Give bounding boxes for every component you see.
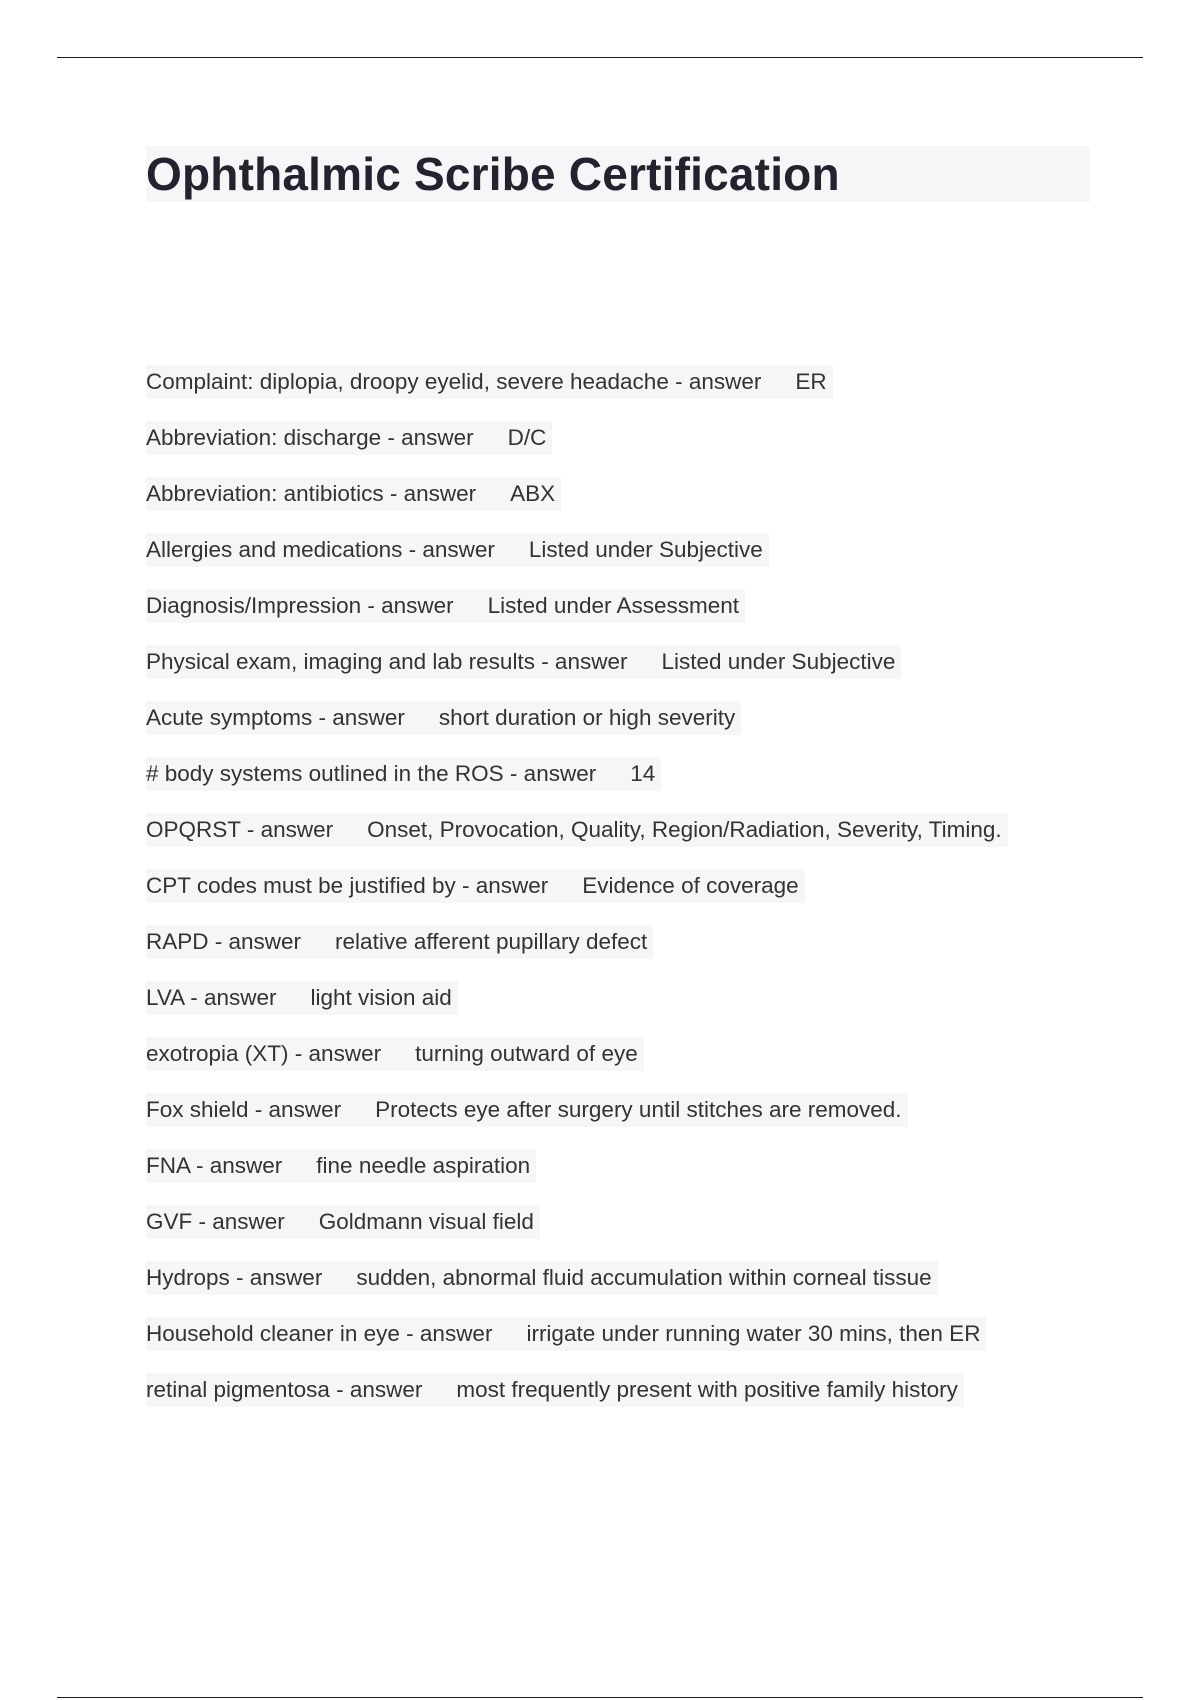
question-text: OPQRST - answer xyxy=(146,817,334,842)
question-text: RAPD - answer xyxy=(146,929,302,954)
answer-text: Onset, Provocation, Quality, Region/Radiation, Severity, Timing. xyxy=(367,817,1002,842)
answer-text: light vision aid xyxy=(310,985,452,1010)
question-text: Abbreviation: discharge - answer xyxy=(146,425,474,450)
answer-text: ER xyxy=(795,369,827,394)
question-text: FNA - answer xyxy=(146,1153,283,1178)
qa-line xyxy=(146,1093,908,1127)
question-text: exotropia (XT) - answer xyxy=(146,1041,382,1066)
qa-line xyxy=(146,421,552,455)
list-item xyxy=(146,981,1106,1037)
list-item xyxy=(146,1149,1106,1205)
qa-line xyxy=(146,1261,938,1295)
qa-line xyxy=(146,757,661,791)
question-text: Allergies and medications - answer xyxy=(146,537,495,562)
question-text: Fox shield - answer xyxy=(146,1097,342,1122)
page-title: Ophthalmic Scribe Certification xyxy=(146,148,840,200)
answer-text: relative afferent pupillary defect xyxy=(335,929,648,954)
list-item xyxy=(146,477,1106,533)
answer-text: Listed under Subjective xyxy=(661,649,896,674)
list-item xyxy=(146,1093,1106,1149)
list-item xyxy=(146,701,1106,757)
top-rule xyxy=(57,57,1143,58)
question-text: Acute symptoms - answer xyxy=(146,705,405,730)
answer-text: Evidence of coverage xyxy=(582,873,799,898)
answer-text: Listed under Subjective xyxy=(528,537,763,562)
title-block xyxy=(146,146,1090,202)
qa-line xyxy=(146,869,805,903)
answer-text: fine needle aspiration xyxy=(316,1153,531,1178)
qa-line xyxy=(146,589,745,623)
question-text: Household cleaner in eye - answer xyxy=(146,1321,493,1346)
qa-line xyxy=(146,1373,964,1407)
answer-text: irrigate under running water 30 mins, then ER xyxy=(526,1321,981,1346)
list-item xyxy=(146,813,1106,869)
answer-text: sudden, abnormal fluid accumulation within corneal tissue xyxy=(356,1265,932,1290)
question-text: LVA - answer xyxy=(146,985,277,1010)
qa-line xyxy=(146,1149,536,1183)
qa-line xyxy=(146,645,901,679)
list-item xyxy=(146,421,1106,477)
list-item xyxy=(146,645,1106,701)
list-item xyxy=(146,1317,1106,1373)
question-text: GVF - answer xyxy=(146,1209,285,1234)
list-item xyxy=(146,925,1106,981)
qa-line xyxy=(146,1205,540,1239)
qa-line xyxy=(146,1037,644,1071)
list-item xyxy=(146,869,1106,925)
qa-line xyxy=(146,365,833,399)
list-item xyxy=(146,1373,1106,1429)
answer-text: 14 xyxy=(630,761,656,786)
list-item xyxy=(146,1261,1106,1317)
list-item xyxy=(146,1205,1106,1261)
answer-text: Protects eye after surgery until stitches are removed. xyxy=(375,1097,902,1122)
qa-line xyxy=(146,925,653,959)
question-text: Hydrops - answer xyxy=(146,1265,323,1290)
question-text: Abbreviation: antibiotics - answer xyxy=(146,481,477,506)
answer-text: Goldmann visual field xyxy=(318,1209,534,1234)
question-text: Physical exam, imaging and lab results - answer xyxy=(146,649,628,674)
question-text: retinal pigmentosa - answer xyxy=(146,1377,423,1402)
list-item xyxy=(146,365,1106,421)
qa-line xyxy=(146,701,741,735)
qa-line xyxy=(146,981,458,1015)
qa-line xyxy=(146,477,561,511)
question-text: Complaint: diplopia, droopy eyelid, severe headache - answer xyxy=(146,369,762,394)
list-item xyxy=(146,1037,1106,1093)
list-item xyxy=(146,589,1106,645)
answer-text: ABX xyxy=(510,481,556,506)
question-text: # body systems outlined in the ROS - answer xyxy=(146,761,597,786)
answer-text: short duration or high severity xyxy=(438,705,736,730)
answer-text: Listed under Assessment xyxy=(487,593,740,618)
qa-line xyxy=(146,813,1008,847)
answer-text: turning outward of eye xyxy=(415,1041,638,1066)
question-text: CPT codes must be justified by - answer xyxy=(146,873,549,898)
question-text: Diagnosis/Impression - answer xyxy=(146,593,454,618)
qa-line xyxy=(146,533,769,567)
answer-text: D/C xyxy=(507,425,547,450)
qa-list xyxy=(146,365,1106,1429)
qa-line xyxy=(146,1317,986,1351)
bottom-rule xyxy=(57,1697,1143,1698)
list-item xyxy=(146,533,1106,589)
answer-text: most frequently present with positive family history xyxy=(456,1377,958,1402)
list-item xyxy=(146,757,1106,813)
